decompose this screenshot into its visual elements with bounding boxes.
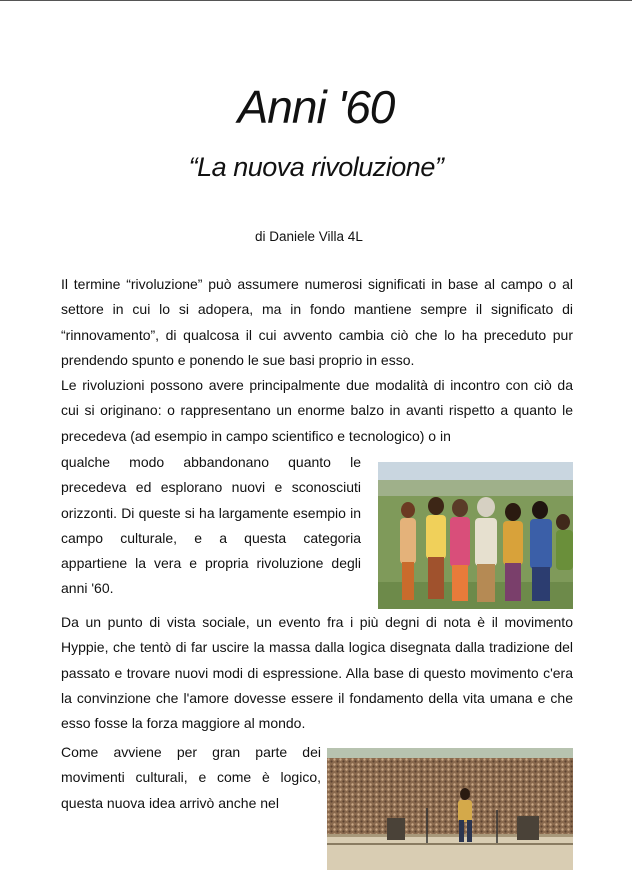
author-byline: di Daniele Villa 4L [255,229,363,244]
top-border-line [0,0,632,1]
paragraph-revolutions-continued: qualche modo abbandonano quanto le precedeva ed esplorano nuovi e sconosciuti orizzonti. Di queste si ha largamente esempio in campo culturale, e a questa categoria appartiene la vera e propria rivoluzione degli anni '60. [61,454,361,597]
paragraph-intro: Il termine “rivoluzione” può assumere numerosi significati in base al campo o al settore in cui lo si adopera, ma in fondo mantiene sempre il significato di “rinnovamento”, di qualcosa il cui avvento cambia ciò che lo ha preceduto pur prendendo spunto e ponendo le sue basi proprio in esso. [61,276,573,368]
page-title: Anni '60 [237,81,395,133]
woodstock-crowd-photo [327,748,573,870]
paragraph-revolutions: Le rivoluzioni possono avere principalmente due modalità di incontro con ciò da cui si originano: o rappresentano un enorme balzo in avanti rispetto a quanto le precedeva (ad esempio in campo scientifico e tecnologico) o in [61,377,573,444]
paragraph-hippie-movement: Da un punto di vista sociale, un evento fra i più degni di nota è il movimento Hyppie, che tentò di far uscire la massa dalla logica disegnata dalla tradizione del passato e trovare nuovi modi di espressione. Alla base di questo movimento c'era la convinzione che l'amore dovesse essere il fondamento della vita umana e che esso fosse la forza maggiore al mondo. [61,614,573,732]
page-subtitle: “La nuova rivoluzione” [188,152,444,182]
hippies-group-photo [378,462,573,609]
paragraph-cultural-movements: Come avviene per gran parte dei movimenti culturali, e come è logico, questa nuova idea arrivò anche nel [61,744,321,811]
